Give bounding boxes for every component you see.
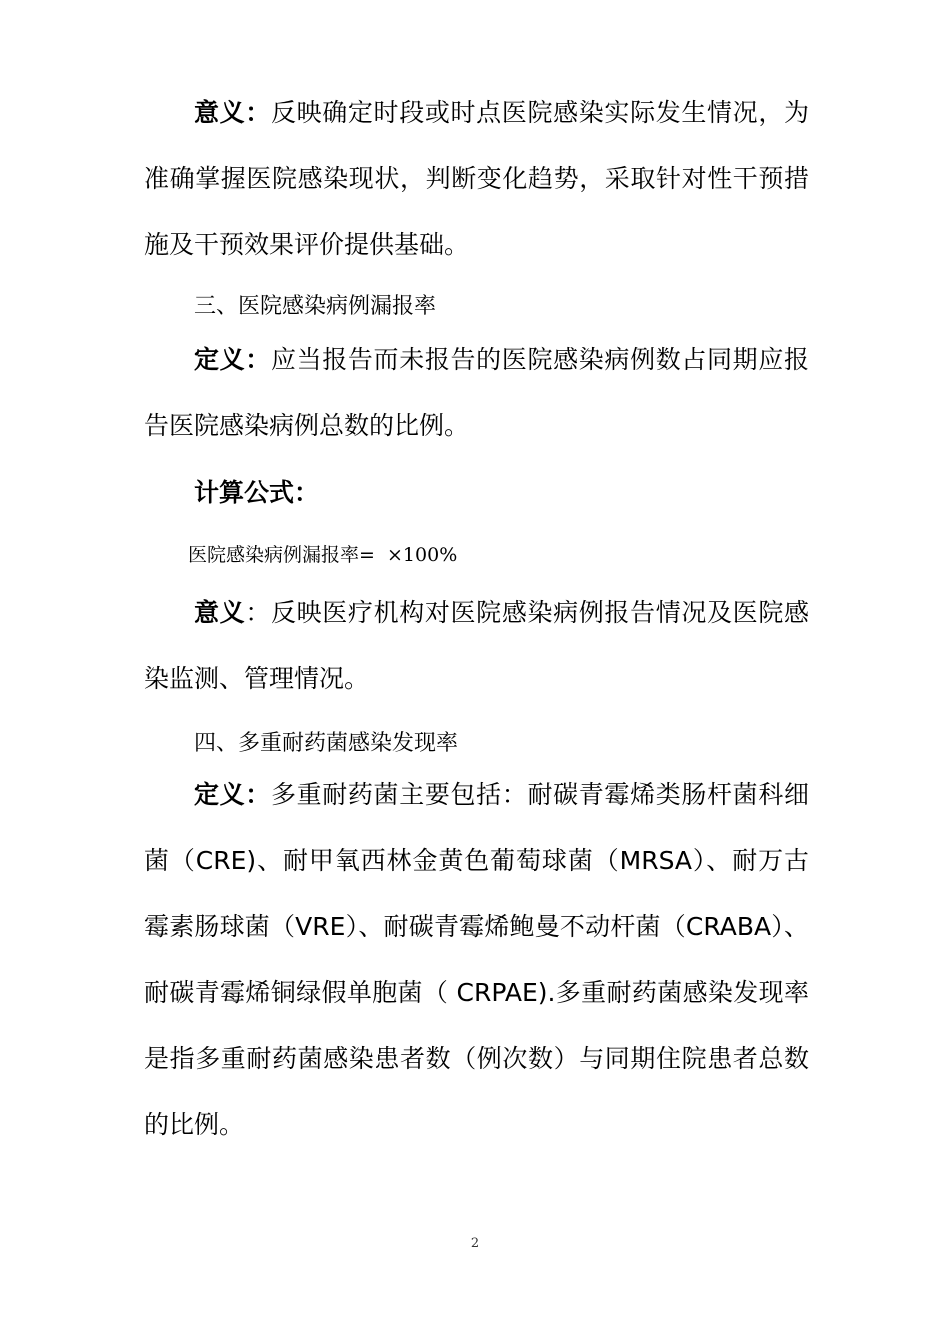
significance-label: 意义 <box>194 598 246 627</box>
definition-text: 应当报告而未报告的医院感染病例数占同期应报告医院感染病例总数的比例。 <box>144 345 809 440</box>
definition-paragraph-underreport-rate <box>144 327 809 459</box>
definition-text: 多重耐药菌主要包括：耐碳青霉烯类肠杆菌科细菌（CRE)、耐甲氧西林金黄色葡萄球菌（MRSA）、耐万古霉素肠球菌（VRE）、耐碳青霉烯鲍曼不动杆菌（CRABA）、耐碳青霉烯铜绿假单胞菌（ CRPAE).多重耐药菌感染发现率是指多重耐药菌感染患者数（例次数）与同期住院患者总数的比例。 <box>144 780 809 1139</box>
section-heading-underreport-rate: 三、医院感染病例漏报率 <box>194 294 437 319</box>
significance-text: 反映确定时段或时点医院感染实际发生情况，为准确掌握医院感染现状，判断变化趋势，采取针对性干预措施及干预效果评价提供基础。 <box>144 98 809 259</box>
significance-paragraph-infection-rate <box>144 80 809 278</box>
formula-line <box>188 540 457 570</box>
formula-right: ×100% <box>387 544 458 566</box>
definition-label: 定义： <box>194 780 271 809</box>
definition-label: 定义： <box>194 345 271 374</box>
formula-label: 计算公式： <box>194 478 320 507</box>
significance-paragraph-underreport-rate <box>144 580 809 712</box>
definition-paragraph-mdro-detection-rate <box>144 762 809 1158</box>
page-number: 2 <box>470 1236 480 1251</box>
significance-text: ：反映医疗机构对医院感染病例报告情况及医院感染监测、管理情况。 <box>144 598 809 693</box>
significance-label: 意义： <box>194 98 271 127</box>
section-heading-mdro-detection-rate: 四、多重耐药菌感染发现率 <box>194 731 459 756</box>
formula-left: 医院感染病例漏报率= <box>188 544 375 566</box>
